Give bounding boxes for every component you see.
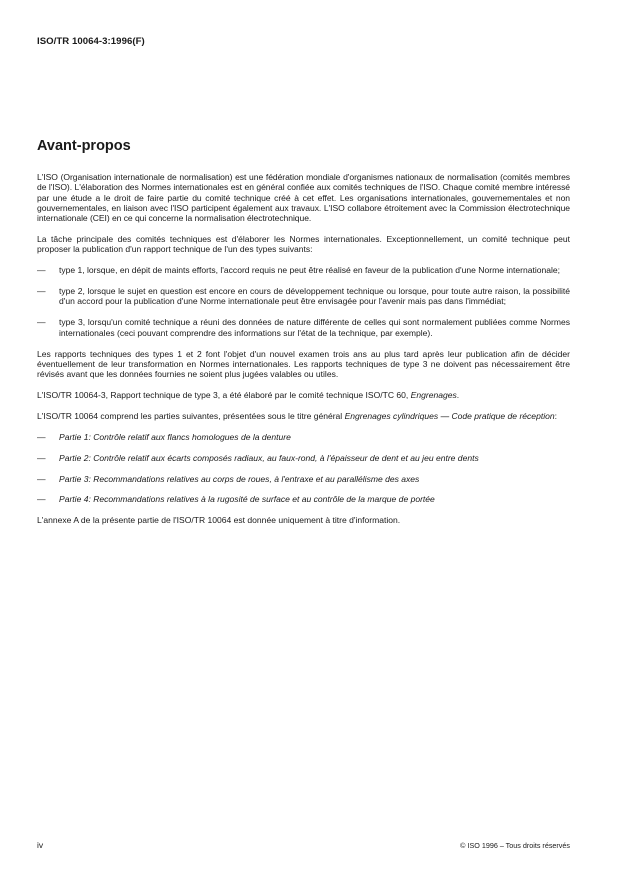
list-item-type-1	[37, 265, 570, 275]
paragraph-text: L'ISO/TR 10064-3, Rapport technique de type 3, a été élaboré par le comité technique ISO/TC 60,	[37, 390, 411, 401]
list-item-part-1	[37, 432, 570, 442]
list-item-text: Partie 4: Recommandations relatives à la rugosité de surface et au contrôle de la marque de portée	[59, 494, 435, 505]
list-item-text: type 3, lorsqu'un comité technique a réuni des données de nature différente de celles qui sont normalement publiées comme Normes internationales (ceci pouvant comprendre des informations sur l'état de la technique, par exemple).	[59, 317, 570, 338]
dash-bullet: —	[37, 317, 46, 328]
paragraph-text: L'ISO/TR 10064 comprend les parties suivantes, présentées sous le titre général	[37, 410, 345, 421]
dash-bullet: —	[37, 265, 46, 276]
dash-bullet: —	[37, 286, 46, 297]
punctuation: .	[456, 390, 460, 401]
list-item-part-4	[37, 494, 570, 504]
page-number: iv	[37, 840, 44, 850]
paragraph-annex: L'annexe A de la présente partie de l'ISO/TR 10064 est donnée uniquement à titre d'information.	[37, 515, 401, 526]
paragraph-committee-task: La tâche principale des comités techniques est d'élaborer les Normes internationales. Exceptionnellement, un comité technique peut proposer la publication d'un rapport technique de l'un des types suivants:	[37, 234, 570, 255]
list-item-text: Partie 3: Recommandations relatives au corps de roues, à l'entraxe et au parallélisme des axes	[59, 473, 420, 484]
list-item-text: type 2, lorsque le sujet en question est encore en cours de développement technique ou lorsque, pour toute autre raison, la possibilité d'un accord pour la publication d'une Norme internationale peut être envisagée pour l'avenir mais pas dans l'immédiat;	[59, 286, 570, 307]
copyright-notice: © ISO 1996 – Tous droits réservés	[460, 841, 570, 850]
paragraph-iso-intro: L'ISO (Organisation internationale de normalisation) est une fédération mondiale d'organismes nationaux de normalisation (comités membres de l'ISO). L'élaboration des Normes internationales est en général confiée aux comités techniques de l'ISO. Chaque comité membre intéressé par une étude a le droit de faire partie du comité technique créé à cet effet. Les organisations internationales, gouvernementales et non gouvernementales, en liaison avec l'ISO participent également aux travaux. L'ISO collabore étroitement avec la Commission électrotechnique internationale (CEI) en ce qui concerne la normalisation électrotechnique.	[37, 172, 570, 224]
list-item-type-3	[37, 317, 570, 338]
list-item-part-3	[37, 474, 570, 484]
dash-bullet: —	[37, 452, 46, 463]
punctuation: :	[554, 410, 557, 421]
paragraph-review: Les rapports techniques des types 1 et 2 font l'objet d'un nouvel examen trois ans au plus tard après leur publication afin de décider éventuellement de leur transformation en Normes internationales. Les rapports techniques de type 3 ne doivent pas nécessairement être révisés avant que les données fournies ne soient plus jugées valables ou utiles.	[37, 348, 570, 380]
list-item-text: Partie 1: Contrôle relatif aux flancs homologues de la denture	[59, 431, 291, 442]
general-title: Engrenages cylindriques — Code pratique de réception	[344, 410, 555, 421]
section-title: Avant-propos	[37, 138, 131, 154]
paragraph-parts-intro	[37, 411, 570, 421]
list-item-type-2	[37, 286, 570, 307]
paragraph-prepared-by	[37, 390, 570, 400]
committee-title: Engrenages	[410, 390, 457, 401]
document-body	[37, 172, 570, 536]
list-item-text: type 1, lorsque, en dépit de maints efforts, l'accord requis ne peut être réalisé en faveur de la publication d'une Norme internationale;	[59, 265, 561, 276]
document-id-header: ISO/TR 10064-3:1996(F)	[37, 36, 145, 47]
dash-bullet: —	[37, 473, 46, 484]
dash-bullet: —	[37, 494, 46, 505]
list-item-part-2	[37, 453, 570, 463]
list-item-text: Partie 2: Contrôle relatif aux écarts composés radiaux, au faux-rond, à l'épaisseur de dent et au jeu entre dents	[59, 452, 479, 463]
dash-bullet: —	[37, 431, 46, 442]
